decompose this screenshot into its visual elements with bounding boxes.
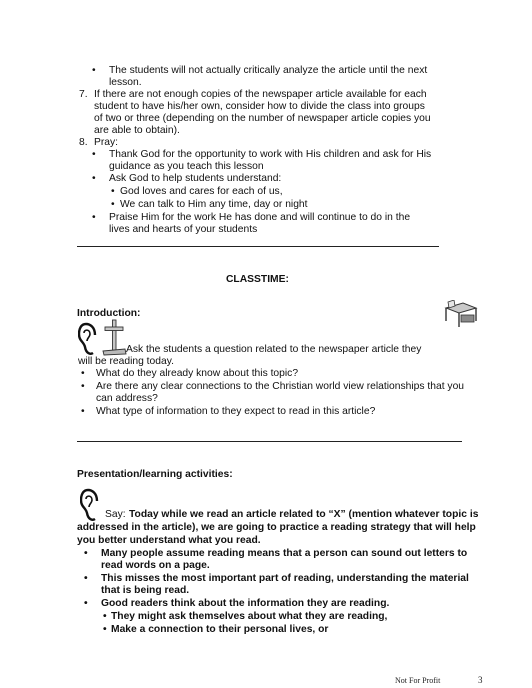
page-number: 3 — [478, 675, 483, 685]
bullet-text: that is being read. — [101, 585, 190, 596]
bullet-marker: • — [84, 548, 88, 559]
bullet-text: guidance as you teach this lesson — [109, 161, 264, 172]
bullet-text: Praise Him for the work He has done and will continue to do in the — [109, 212, 411, 223]
sub-bullet-marker: • — [111, 186, 115, 197]
list-item-text: are able to obtain). — [94, 125, 180, 136]
bullet-text: What do they already know about this topic? — [96, 368, 299, 379]
bullet-text: This misses the most important part of reading, understanding the material — [101, 573, 469, 584]
introduction-lead-cont: will be reading today. — [78, 356, 174, 367]
bullet-text: What type of information to they expect to read in this article? — [96, 406, 376, 417]
bullet-marker: • — [81, 406, 85, 417]
bullet-text: Many people assume reading means that a person can sound out letters to — [101, 548, 468, 559]
bullet-text: Good readers think about the information they are reading. — [101, 598, 390, 609]
footer-text: Not For Profit — [395, 676, 441, 685]
introduction-heading: Introduction: — [77, 308, 141, 319]
list-number: 7. — [79, 89, 88, 100]
ear-icon — [78, 322, 100, 356]
sub-bullet-text: Make a connection to their personal lives, or — [111, 624, 329, 635]
bullet-marker: • — [81, 381, 85, 392]
list-number: 8. — [79, 137, 88, 148]
bullet-text: Are there any clear connections to the Christian world view relationships that you — [96, 381, 465, 392]
sub-bullet-text: God loves and cares for each of us, — [120, 186, 283, 197]
sub-bullet-marker: • — [111, 199, 115, 210]
say-text: Today while we read an article related to “X” (mention whatever topic is — [129, 509, 479, 520]
list-item-text: Pray: — [94, 137, 119, 148]
introduction-lead: Ask the students a question related to the newspaper article they — [126, 344, 422, 355]
presentation-heading: Presentation/learning activities: — [77, 469, 233, 480]
bullet-marker: • — [92, 173, 96, 184]
bullet-text: lives and hearts of your students — [109, 224, 258, 235]
bullet-marker: • — [92, 149, 96, 160]
desk-icon — [443, 300, 479, 330]
sub-bullet-marker: • — [103, 611, 107, 622]
list-item-text: student to have his/her own, consider how to divide the class into groups — [94, 101, 425, 112]
bullet-text: The students will not actually critically analyze the article until the next — [109, 65, 428, 76]
say-text: addressed in the article), we are going to practice a reading strategy that will help — [77, 522, 476, 533]
bullet-text: read words on a page. — [101, 560, 210, 571]
bullet-text: Thank God for the opportunity to work with His children and ask for His — [109, 149, 432, 160]
bullet-text: lesson. — [109, 77, 142, 88]
list-item-text: If there are not enough copies of the newspaper article available for each — [94, 89, 427, 100]
bullet-marker: • — [92, 65, 96, 76]
sub-bullet-text: We can talk to Him any time, day or night — [120, 199, 308, 210]
divider — [77, 441, 462, 442]
bullet-marker: • — [84, 573, 88, 584]
say-text: you better understand what you read. — [77, 535, 261, 546]
bullet-marker: • — [81, 368, 85, 379]
bullet-marker: • — [84, 598, 88, 609]
sub-bullet-text: They might ask themselves about what they are reading, — [111, 611, 388, 622]
list-item-text: of two or three (depending on the number of newspaper article copies you — [94, 113, 431, 124]
classtime-heading: CLASSTIME: — [226, 274, 289, 285]
sub-bullet-marker: • — [103, 624, 107, 635]
divider — [77, 246, 439, 247]
bullet-marker: • — [92, 212, 96, 223]
bullet-text: can address? — [96, 393, 158, 404]
say-label: Say: — [105, 509, 126, 520]
bullet-text: Ask God to help students understand: — [109, 173, 282, 184]
ear-icon — [80, 488, 102, 522]
cross-icon — [101, 318, 127, 356]
